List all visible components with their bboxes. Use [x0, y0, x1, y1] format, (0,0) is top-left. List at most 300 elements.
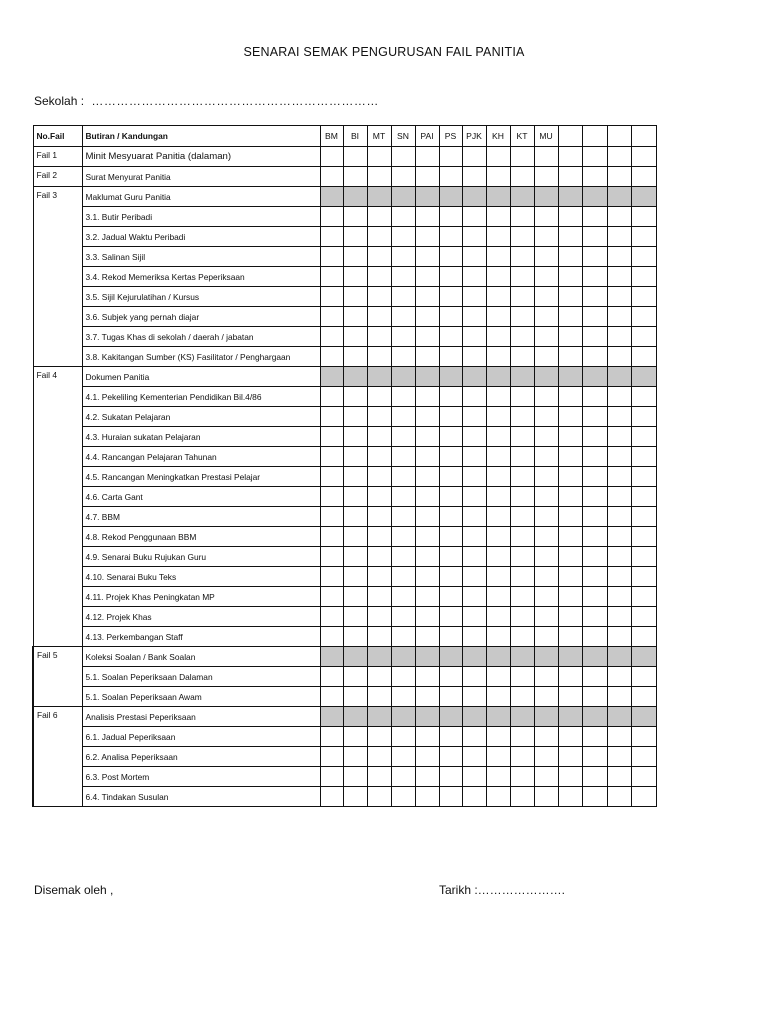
- check-cell[interactable]: [607, 687, 631, 707]
- check-cell[interactable]: [607, 207, 631, 227]
- check-cell[interactable]: [558, 627, 582, 647]
- check-cell[interactable]: [415, 787, 439, 807]
- check-cell[interactable]: [582, 687, 607, 707]
- check-cell[interactable]: [631, 667, 656, 687]
- check-cell[interactable]: [534, 467, 558, 487]
- check-cell[interactable]: [558, 207, 582, 227]
- check-cell[interactable]: [558, 347, 582, 367]
- check-cell[interactable]: [367, 407, 391, 427]
- check-cell[interactable]: [607, 187, 631, 207]
- check-cell[interactable]: [486, 387, 510, 407]
- check-cell[interactable]: [391, 687, 415, 707]
- check-cell[interactable]: [486, 487, 510, 507]
- check-cell[interactable]: [415, 307, 439, 327]
- check-cell[interactable]: [607, 227, 631, 247]
- check-cell[interactable]: [534, 267, 558, 287]
- check-cell[interactable]: [510, 187, 534, 207]
- check-cell[interactable]: [415, 407, 439, 427]
- check-cell[interactable]: [343, 407, 367, 427]
- check-cell[interactable]: [582, 787, 607, 807]
- check-cell[interactable]: [439, 567, 462, 587]
- check-cell[interactable]: [510, 627, 534, 647]
- check-cell[interactable]: [320, 487, 343, 507]
- check-cell[interactable]: [343, 187, 367, 207]
- check-cell[interactable]: [343, 467, 367, 487]
- check-cell[interactable]: [510, 287, 534, 307]
- check-cell[interactable]: [510, 167, 534, 187]
- check-cell[interactable]: [415, 647, 439, 667]
- check-cell[interactable]: [534, 507, 558, 527]
- check-cell[interactable]: [631, 547, 656, 567]
- check-cell[interactable]: [391, 267, 415, 287]
- check-cell[interactable]: [367, 667, 391, 687]
- check-cell[interactable]: [510, 567, 534, 587]
- check-cell[interactable]: [343, 747, 367, 767]
- check-cell[interactable]: [534, 367, 558, 387]
- check-cell[interactable]: [582, 167, 607, 187]
- check-cell[interactable]: [558, 467, 582, 487]
- check-cell[interactable]: [439, 467, 462, 487]
- check-cell[interactable]: [607, 747, 631, 767]
- check-cell[interactable]: [391, 787, 415, 807]
- check-cell[interactable]: [486, 287, 510, 307]
- check-cell[interactable]: [320, 227, 343, 247]
- check-cell[interactable]: [534, 727, 558, 747]
- check-cell[interactable]: [558, 307, 582, 327]
- check-cell[interactable]: [534, 647, 558, 667]
- check-cell[interactable]: [534, 527, 558, 547]
- check-cell[interactable]: [320, 247, 343, 267]
- check-cell[interactable]: [391, 767, 415, 787]
- check-cell[interactable]: [582, 547, 607, 567]
- check-cell[interactable]: [631, 627, 656, 647]
- check-cell[interactable]: [367, 727, 391, 747]
- check-cell[interactable]: [558, 587, 582, 607]
- check-cell[interactable]: [462, 247, 486, 267]
- check-cell[interactable]: [510, 407, 534, 427]
- check-cell[interactable]: [486, 347, 510, 367]
- check-cell[interactable]: [486, 427, 510, 447]
- check-cell[interactable]: [582, 347, 607, 367]
- check-cell[interactable]: [320, 207, 343, 227]
- check-cell[interactable]: [558, 447, 582, 467]
- check-cell[interactable]: [320, 547, 343, 567]
- check-cell[interactable]: [367, 267, 391, 287]
- check-cell[interactable]: [631, 687, 656, 707]
- check-cell[interactable]: [462, 727, 486, 747]
- check-cell[interactable]: [534, 607, 558, 627]
- check-cell[interactable]: [558, 387, 582, 407]
- check-cell[interactable]: [343, 707, 367, 727]
- check-cell[interactable]: [320, 567, 343, 587]
- check-cell[interactable]: [462, 447, 486, 467]
- check-cell[interactable]: [320, 747, 343, 767]
- check-cell[interactable]: [320, 367, 343, 387]
- check-cell[interactable]: [343, 487, 367, 507]
- check-cell[interactable]: [462, 627, 486, 647]
- check-cell[interactable]: [510, 487, 534, 507]
- check-cell[interactable]: [607, 307, 631, 327]
- check-cell[interactable]: [582, 307, 607, 327]
- check-cell[interactable]: [320, 407, 343, 427]
- check-cell[interactable]: [631, 147, 656, 167]
- check-cell[interactable]: [439, 747, 462, 767]
- check-cell[interactable]: [631, 167, 656, 187]
- check-cell[interactable]: [415, 487, 439, 507]
- check-cell[interactable]: [320, 167, 343, 187]
- check-cell[interactable]: [607, 767, 631, 787]
- check-cell[interactable]: [343, 147, 367, 167]
- check-cell[interactable]: [510, 147, 534, 167]
- check-cell[interactable]: [367, 507, 391, 527]
- check-cell[interactable]: [582, 527, 607, 547]
- check-cell[interactable]: [439, 167, 462, 187]
- check-cell[interactable]: [367, 627, 391, 647]
- check-cell[interactable]: [391, 347, 415, 367]
- check-cell[interactable]: [534, 627, 558, 647]
- check-cell[interactable]: [367, 647, 391, 667]
- check-cell[interactable]: [439, 367, 462, 387]
- check-cell[interactable]: [486, 247, 510, 267]
- check-cell[interactable]: [367, 287, 391, 307]
- check-cell[interactable]: [367, 227, 391, 247]
- check-cell[interactable]: [607, 467, 631, 487]
- check-cell[interactable]: [343, 607, 367, 627]
- check-cell[interactable]: [582, 447, 607, 467]
- check-cell[interactable]: [631, 527, 656, 547]
- check-cell[interactable]: [510, 667, 534, 687]
- check-cell[interactable]: [462, 287, 486, 307]
- check-cell[interactable]: [582, 647, 607, 667]
- check-cell[interactable]: [439, 327, 462, 347]
- check-cell[interactable]: [534, 567, 558, 587]
- check-cell[interactable]: [343, 367, 367, 387]
- check-cell[interactable]: [558, 167, 582, 187]
- check-cell[interactable]: [343, 627, 367, 647]
- check-cell[interactable]: [415, 687, 439, 707]
- check-cell[interactable]: [439, 287, 462, 307]
- check-cell[interactable]: [391, 567, 415, 587]
- check-cell[interactable]: [534, 487, 558, 507]
- check-cell[interactable]: [391, 307, 415, 327]
- check-cell[interactable]: [320, 467, 343, 487]
- check-cell[interactable]: [439, 627, 462, 647]
- check-cell[interactable]: [486, 607, 510, 627]
- check-cell[interactable]: [582, 607, 607, 627]
- check-cell[interactable]: [343, 527, 367, 547]
- check-cell[interactable]: [367, 247, 391, 267]
- check-cell[interactable]: [534, 187, 558, 207]
- check-cell[interactable]: [510, 687, 534, 707]
- check-cell[interactable]: [631, 707, 656, 727]
- check-cell[interactable]: [486, 667, 510, 687]
- check-cell[interactable]: [415, 387, 439, 407]
- check-cell[interactable]: [558, 227, 582, 247]
- check-cell[interactable]: [415, 567, 439, 587]
- check-cell[interactable]: [462, 607, 486, 627]
- check-cell[interactable]: [415, 627, 439, 647]
- check-cell[interactable]: [486, 407, 510, 427]
- check-cell[interactable]: [439, 587, 462, 607]
- check-cell[interactable]: [607, 607, 631, 627]
- check-cell[interactable]: [415, 507, 439, 527]
- check-cell[interactable]: [439, 387, 462, 407]
- check-cell[interactable]: [558, 667, 582, 687]
- check-cell[interactable]: [631, 587, 656, 607]
- check-cell[interactable]: [534, 547, 558, 567]
- check-cell[interactable]: [582, 367, 607, 387]
- check-cell[interactable]: [607, 447, 631, 467]
- check-cell[interactable]: [415, 427, 439, 447]
- check-cell[interactable]: [343, 347, 367, 367]
- check-cell[interactable]: [510, 247, 534, 267]
- check-cell[interactable]: [486, 207, 510, 227]
- check-cell[interactable]: [510, 607, 534, 627]
- check-cell[interactable]: [607, 407, 631, 427]
- check-cell[interactable]: [391, 327, 415, 347]
- check-cell[interactable]: [558, 407, 582, 427]
- check-cell[interactable]: [534, 427, 558, 447]
- check-cell[interactable]: [320, 527, 343, 547]
- check-cell[interactable]: [367, 447, 391, 467]
- check-cell[interactable]: [320, 667, 343, 687]
- check-cell[interactable]: [343, 427, 367, 447]
- check-cell[interactable]: [534, 767, 558, 787]
- check-cell[interactable]: [486, 147, 510, 167]
- check-cell[interactable]: [391, 147, 415, 167]
- check-cell[interactable]: [415, 667, 439, 687]
- check-cell[interactable]: [439, 607, 462, 627]
- check-cell[interactable]: [367, 607, 391, 627]
- check-cell[interactable]: [510, 527, 534, 547]
- check-cell[interactable]: [534, 407, 558, 427]
- check-cell[interactable]: [439, 667, 462, 687]
- check-cell[interactable]: [320, 187, 343, 207]
- check-cell[interactable]: [534, 287, 558, 307]
- check-cell[interactable]: [439, 727, 462, 747]
- check-cell[interactable]: [510, 747, 534, 767]
- check-cell[interactable]: [631, 247, 656, 267]
- check-cell[interactable]: [343, 167, 367, 187]
- check-cell[interactable]: [367, 747, 391, 767]
- check-cell[interactable]: [462, 207, 486, 227]
- check-cell[interactable]: [415, 187, 439, 207]
- check-cell[interactable]: [486, 547, 510, 567]
- check-cell[interactable]: [367, 347, 391, 367]
- check-cell[interactable]: [391, 187, 415, 207]
- check-cell[interactable]: [320, 787, 343, 807]
- check-cell[interactable]: [320, 687, 343, 707]
- check-cell[interactable]: [462, 527, 486, 547]
- check-cell[interactable]: [486, 267, 510, 287]
- check-cell[interactable]: [367, 427, 391, 447]
- check-cell[interactable]: [343, 387, 367, 407]
- check-cell[interactable]: [391, 727, 415, 747]
- check-cell[interactable]: [607, 367, 631, 387]
- check-cell[interactable]: [320, 647, 343, 667]
- check-cell[interactable]: [558, 607, 582, 627]
- check-cell[interactable]: [558, 647, 582, 667]
- check-cell[interactable]: [462, 327, 486, 347]
- check-cell[interactable]: [391, 507, 415, 527]
- check-cell[interactable]: [631, 787, 656, 807]
- check-cell[interactable]: [320, 727, 343, 747]
- check-cell[interactable]: [631, 227, 656, 247]
- check-cell[interactable]: [415, 147, 439, 167]
- check-cell[interactable]: [462, 427, 486, 447]
- check-cell[interactable]: [558, 567, 582, 587]
- check-cell[interactable]: [462, 687, 486, 707]
- check-cell[interactable]: [558, 547, 582, 567]
- check-cell[interactable]: [582, 267, 607, 287]
- check-cell[interactable]: [391, 627, 415, 647]
- check-cell[interactable]: [439, 767, 462, 787]
- check-cell[interactable]: [558, 727, 582, 747]
- check-cell[interactable]: [582, 567, 607, 587]
- check-cell[interactable]: [343, 547, 367, 567]
- check-cell[interactable]: [343, 227, 367, 247]
- check-cell[interactable]: [607, 667, 631, 687]
- check-cell[interactable]: [343, 667, 367, 687]
- check-cell[interactable]: [558, 687, 582, 707]
- check-cell[interactable]: [534, 227, 558, 247]
- check-cell[interactable]: [582, 627, 607, 647]
- check-cell[interactable]: [631, 367, 656, 387]
- check-cell[interactable]: [558, 187, 582, 207]
- check-cell[interactable]: [558, 327, 582, 347]
- check-cell[interactable]: [631, 327, 656, 347]
- check-cell[interactable]: [607, 327, 631, 347]
- check-cell[interactable]: [631, 187, 656, 207]
- check-cell[interactable]: [462, 747, 486, 767]
- check-cell[interactable]: [486, 707, 510, 727]
- check-cell[interactable]: [391, 647, 415, 667]
- check-cell[interactable]: [367, 787, 391, 807]
- check-cell[interactable]: [462, 167, 486, 187]
- check-cell[interactable]: [510, 327, 534, 347]
- check-cell[interactable]: [607, 247, 631, 267]
- check-cell[interactable]: [462, 267, 486, 287]
- check-cell[interactable]: [582, 507, 607, 527]
- check-cell[interactable]: [607, 787, 631, 807]
- check-cell[interactable]: [534, 307, 558, 327]
- check-cell[interactable]: [462, 187, 486, 207]
- check-cell[interactable]: [462, 147, 486, 167]
- check-cell[interactable]: [607, 647, 631, 667]
- check-cell[interactable]: [367, 767, 391, 787]
- check-cell[interactable]: [439, 227, 462, 247]
- check-cell[interactable]: [607, 527, 631, 547]
- check-cell[interactable]: [439, 787, 462, 807]
- check-cell[interactable]: [343, 687, 367, 707]
- check-cell[interactable]: [607, 167, 631, 187]
- check-cell[interactable]: [534, 687, 558, 707]
- check-cell[interactable]: [510, 787, 534, 807]
- check-cell[interactable]: [558, 247, 582, 267]
- check-cell[interactable]: [582, 767, 607, 787]
- check-cell[interactable]: [631, 267, 656, 287]
- check-cell[interactable]: [558, 767, 582, 787]
- check-cell[interactable]: [607, 507, 631, 527]
- check-cell[interactable]: [486, 467, 510, 487]
- check-cell[interactable]: [415, 767, 439, 787]
- check-cell[interactable]: [320, 267, 343, 287]
- check-cell[interactable]: [343, 307, 367, 327]
- check-cell[interactable]: [367, 387, 391, 407]
- check-cell[interactable]: [558, 787, 582, 807]
- check-cell[interactable]: [343, 767, 367, 787]
- check-cell[interactable]: [510, 587, 534, 607]
- check-cell[interactable]: [582, 247, 607, 267]
- check-cell[interactable]: [510, 347, 534, 367]
- check-cell[interactable]: [320, 607, 343, 627]
- check-cell[interactable]: [486, 227, 510, 247]
- check-cell[interactable]: [510, 427, 534, 447]
- check-cell[interactable]: [582, 407, 607, 427]
- check-cell[interactable]: [391, 407, 415, 427]
- check-cell[interactable]: [439, 187, 462, 207]
- check-cell[interactable]: [534, 207, 558, 227]
- check-cell[interactable]: [631, 727, 656, 747]
- check-cell[interactable]: [631, 567, 656, 587]
- check-cell[interactable]: [462, 567, 486, 587]
- check-cell[interactable]: [462, 787, 486, 807]
- check-cell[interactable]: [439, 547, 462, 567]
- check-cell[interactable]: [439, 487, 462, 507]
- check-cell[interactable]: [462, 347, 486, 367]
- check-cell[interactable]: [486, 447, 510, 467]
- check-cell[interactable]: [510, 467, 534, 487]
- check-cell[interactable]: [534, 167, 558, 187]
- check-cell[interactable]: [486, 167, 510, 187]
- check-cell[interactable]: [486, 587, 510, 607]
- check-cell[interactable]: [439, 207, 462, 227]
- check-cell[interactable]: [631, 507, 656, 527]
- check-cell[interactable]: [343, 507, 367, 527]
- check-cell[interactable]: [510, 767, 534, 787]
- check-cell[interactable]: [462, 387, 486, 407]
- check-cell[interactable]: [582, 487, 607, 507]
- check-cell[interactable]: [391, 667, 415, 687]
- check-cell[interactable]: [582, 727, 607, 747]
- check-cell[interactable]: [558, 747, 582, 767]
- check-cell[interactable]: [439, 447, 462, 467]
- check-cell[interactable]: [415, 167, 439, 187]
- check-cell[interactable]: [320, 627, 343, 647]
- check-cell[interactable]: [582, 427, 607, 447]
- check-cell[interactable]: [582, 207, 607, 227]
- check-cell[interactable]: [391, 467, 415, 487]
- check-cell[interactable]: [462, 647, 486, 667]
- check-cell[interactable]: [439, 507, 462, 527]
- check-cell[interactable]: [439, 687, 462, 707]
- check-cell[interactable]: [582, 707, 607, 727]
- check-cell[interactable]: [462, 407, 486, 427]
- check-cell[interactable]: [510, 367, 534, 387]
- check-cell[interactable]: [462, 707, 486, 727]
- check-cell[interactable]: [343, 567, 367, 587]
- check-cell[interactable]: [320, 347, 343, 367]
- check-cell[interactable]: [462, 227, 486, 247]
- check-cell[interactable]: [582, 467, 607, 487]
- check-cell[interactable]: [415, 547, 439, 567]
- check-cell[interactable]: [534, 667, 558, 687]
- check-cell[interactable]: [510, 727, 534, 747]
- check-cell[interactable]: [391, 427, 415, 447]
- check-cell[interactable]: [486, 747, 510, 767]
- check-cell[interactable]: [582, 747, 607, 767]
- check-cell[interactable]: [439, 707, 462, 727]
